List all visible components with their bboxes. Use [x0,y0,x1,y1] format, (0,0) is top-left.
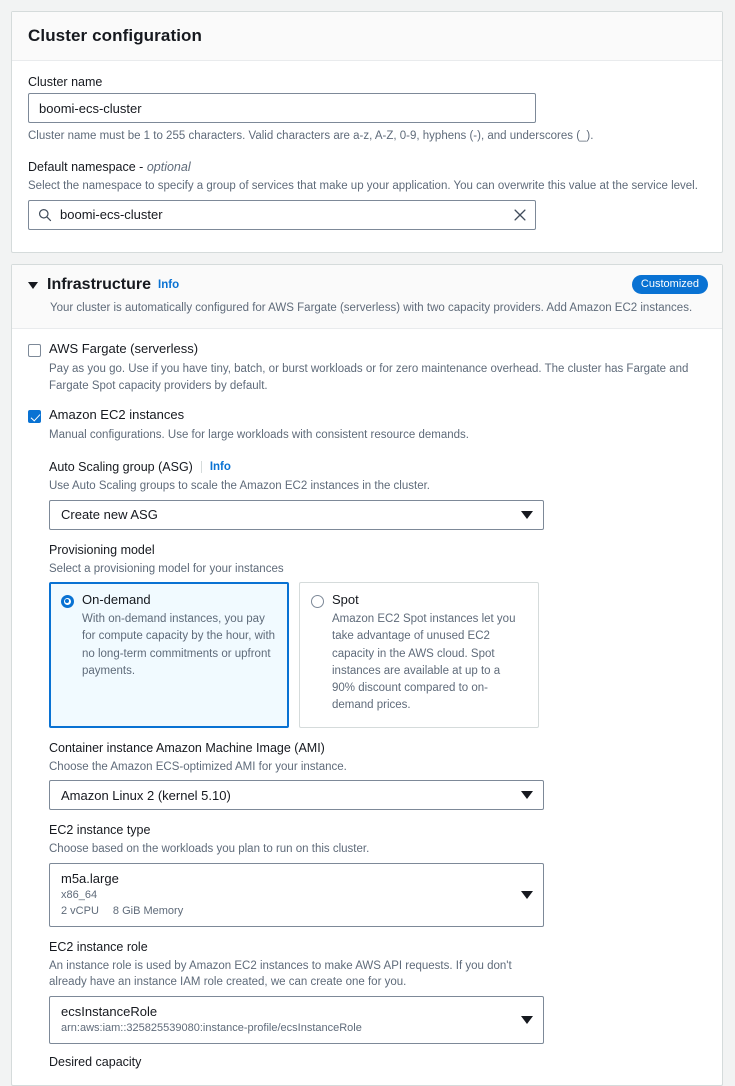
ec2-checkbox-row[interactable] [28,408,706,423]
cluster-name-value: boomi-ecs-cluster [39,100,142,116]
infrastructure-body [12,329,722,1085]
ami-value: Amazon Linux 2 (kernel 5.10) [61,787,231,803]
asg-label: Auto Scaling group (ASG) [49,459,193,474]
spot-radio[interactable] [311,595,324,608]
ami-description: Choose the Amazon ECS-optimized AMI for your instance. [49,760,347,773]
infrastructure-card [11,264,723,1086]
instance-role-value-group [61,1004,362,1036]
spot-label: Spot [332,592,359,608]
on-demand-radio-row[interactable] [61,593,276,608]
provisioning-option-spot[interactable] [299,582,539,728]
infrastructure-description: Your cluster is automatically configured for AWS Fargate (serverless) with two capacity providers. Add Amazon EC2 instances. [50,301,693,314]
asg-value: Create new ASG [61,507,158,523]
provisioning-model-field [49,543,706,728]
infrastructure-title-row [28,276,706,294]
cluster-configuration-page [0,11,735,1069]
cluster-configuration-header [12,12,722,61]
instance-type-specs [61,904,183,919]
default-namespace-value: boomi-ecs-cluster [60,207,163,223]
asg-field [49,460,706,530]
instance-role-field [49,940,706,1044]
fargate-label: AWS Fargate (serverless) [49,340,199,356]
chevron-down-icon [521,511,533,519]
on-demand-label: On-demand [82,592,151,608]
default-namespace-label [28,160,706,174]
cluster-name-field [28,75,706,144]
instance-type-label: EC2 instance type [49,823,151,838]
cluster-name-label: Cluster name [28,75,103,89]
instance-type-description: Choose based on the workloads you plan to run on this cluster. [49,843,370,856]
infrastructure-title: Infrastructure [47,275,152,293]
provisioning-model-label: Provisioning model [49,542,155,557]
default-namespace-desc: Select the namespace to specify a group of services that make up your application. You can overwrite this value at the service level. [28,180,698,193]
fargate-option [28,342,706,394]
ec2-label: Amazon EC2 instances [49,407,185,423]
provisioning-option-on-demand[interactable] [49,582,289,728]
asg-info-link[interactable]: Info [209,460,231,473]
label-divider [201,461,202,473]
instance-type-value: m5a.large [61,871,119,887]
asg-select[interactable] [49,500,544,530]
spot-description: Amazon EC2 Spot instances let you take advantage of unused EC2 capacity in the AWS cloud. Spot instances are available at up to a 90% discount compared to on-demand prices. [332,613,516,712]
instance-role-select[interactable] [49,996,544,1044]
instance-role-value: ecsInstanceRole [61,1004,158,1020]
fargate-checkbox-row[interactable] [28,342,706,357]
infrastructure-info-link[interactable]: Info [158,278,180,291]
default-namespace-label-text: Default namespace - [28,160,147,175]
chevron-down-icon [521,1016,533,1024]
instance-role-description: An instance role is used by Amazon EC2 instances to make AWS API requests. If you don't already have an instance IAM role created, we can create one for you. [49,959,512,989]
ec2-checkbox[interactable] [28,410,41,423]
instance-type-arch: x86_64 [61,889,98,902]
close-icon[interactable] [513,208,527,222]
on-demand-radio[interactable] [61,595,74,608]
instance-role-arn: arn:aws:iam::325825539080:instance-profile/ecsInstanceRole [61,1022,362,1035]
fargate-checkbox[interactable] [28,344,41,357]
chevron-down-icon [521,891,533,899]
chevron-down-icon [521,791,533,799]
instance-type-select[interactable] [49,863,544,927]
status-badge: Customized [632,275,708,294]
search-icon [38,208,52,222]
instance-type-field [49,823,706,926]
instance-role-label: EC2 instance role [49,939,148,954]
default-namespace-search-input[interactable] [28,200,536,230]
page-title: Cluster configuration [28,26,202,45]
default-namespace-optional: optional [146,160,191,175]
ami-select[interactable] [49,780,544,810]
ami-field [49,741,706,811]
ec2-option [28,408,706,444]
fargate-description: Pay as you go. Use if you have tiny, batch, or burst workloads or for zero maintenance overhead. The cluster has Fargate and Fargate Spot capacity providers by default. [49,362,689,392]
desired-capacity-label: Desired capacity [49,1054,142,1069]
ami-label: Container instance Amazon Machine Image (AMI) [49,740,325,755]
provisioning-model-options [49,582,706,728]
instance-type-memory: 8 GiB Memory [112,904,184,917]
default-namespace-field [28,160,706,230]
asg-description: Use Auto Scaling groups to scale the Amazon EC2 instances in the cluster. [49,479,430,492]
ec2-description: Manual configurations. Use for large workloads with consistent resource demands. [49,429,469,442]
cluster-name-hint: Cluster name must be 1 to 255 characters. Valid characters are a-z, A-Z, 0-9, hyphens (-), and underscores (_). [28,130,594,142]
asg-label-row [49,460,706,474]
spot-radio-row[interactable] [311,593,526,608]
provisioning-model-description: Select a provisioning model for your instances [49,562,284,575]
cluster-configuration-card [11,11,723,253]
infrastructure-header[interactable] [12,265,722,329]
instance-type-vcpu: 2 vCPU [61,904,99,917]
on-demand-description: With on-demand instances, you pay for compute capacity by the hour, with no long-term commitments or upfront payments. [82,613,276,677]
chevron-down-icon[interactable] [28,282,38,289]
cluster-name-input[interactable] [28,93,536,123]
instance-type-value-group [61,871,183,919]
cluster-configuration-body [12,61,722,252]
